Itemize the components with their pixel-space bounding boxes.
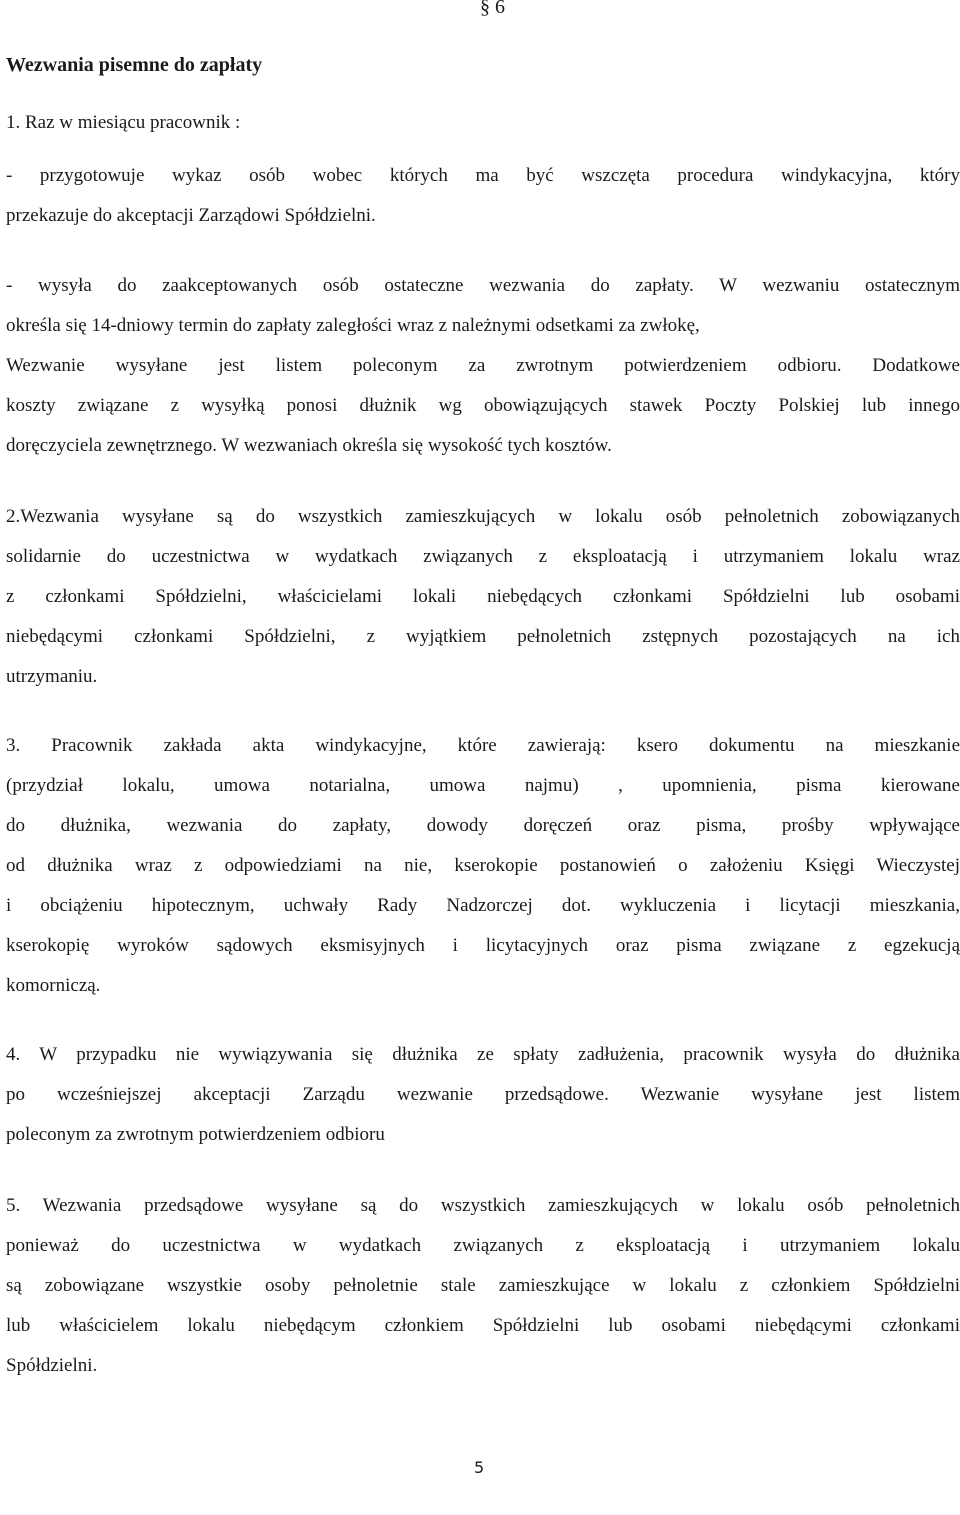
text-line: są zobowiązane wszystkie osoby pełnoletnie stale zamieszkujące w lokalu z członkiem Spółdzielni	[6, 1275, 960, 1296]
item5-paragraph	[6, 1186, 960, 1386]
text-line: (przydział lokalu, umowa notarialna, umowa najmu) , upomnienia, pisma kierowane	[6, 775, 960, 796]
text-line: przekazuje do akceptacji Zarządowi Spółdzielni.	[6, 205, 376, 226]
text-line: ponieważ do uczestnictwa w wydatkach związanych z eksploatacją i utrzymaniem lokalu	[6, 1235, 960, 1256]
text-line: lub właścicielem lokalu niebędącym członkiem Spółdzielni lub osobami niebędącymi członkami	[6, 1315, 960, 1336]
text-line: komorniczą.	[6, 975, 101, 996]
text-line: 5. Wezwania przedsądowe wysyłane są do wszystkich zamieszkujących w lokalu osób pełnoletnich	[6, 1195, 960, 1216]
text-line: od dłużnika wraz z odpowiedziami na nie, kserokopie postanowień o założeniu Księgi Wieczystej	[6, 855, 960, 876]
text-line: - przygotowuje wykaz osób wobec których ma być wszczęta procedura windykacyjna, który	[6, 165, 960, 186]
text-line: solidarnie do uczestnictwa w wydatkach związanych z eksploatacją i utrzymaniem lokalu wraz	[6, 546, 960, 567]
text-line: 4. W przypadku nie wywiązywania się dłużnika ze spłaty zadłużenia, pracownik wysyła do dłużnika	[6, 1044, 960, 1065]
text-line: 2.Wezwania wysyłane są do wszystkich zamieszkujących w lokalu osób pełnoletnich zobowiązanych	[6, 506, 960, 527]
text-line: określa się 14-dniowy termin do zapłaty zaległości wraz z należnymi odsetkami za zwłokę,	[6, 315, 700, 336]
text-line: z członkami Spółdzielni, właścicielami lokali niebędących członkami Spółdzielni lub osobami	[6, 586, 960, 607]
text-line: utrzymaniu.	[6, 666, 98, 687]
text-line: kserokopię wyroków sądowych eksmisyjnych i licytacyjnych oraz pisma związane z egzekucją	[6, 935, 960, 956]
text-line: - wysyła do zaakceptowanych osób ostateczne wezwania do zapłaty. W wezwaniu ostatecznym	[6, 275, 960, 296]
text-line: niebędącymi członkami Spółdzielni, z wyjątkiem pełnoletnich zstępnych pozostających na ich	[6, 626, 960, 647]
text-line: 3. Pracownik zakłada akta windykacyjne, które zawierają: ksero dokumentu na mieszkanie	[6, 735, 960, 756]
text-line: poleconym za zwrotnym potwierdzeniem odbioru	[6, 1124, 385, 1145]
text-line: Spółdzielni.	[6, 1355, 98, 1376]
page-number: 5	[474, 1458, 485, 1477]
item3-paragraph	[6, 726, 960, 1006]
text-line: koszty związane z wysyłką ponosi dłużnik wg obowiązujących stawek Poczty Polskiej lub innego	[6, 395, 960, 416]
item1-heading: 1. Raz w miesiącu pracownik :	[6, 112, 241, 133]
item4-paragraph	[6, 1035, 960, 1155]
item2-paragraph	[6, 497, 960, 697]
text-line: doręczyciela zewnętrznego. W wezwaniach określa się wysokość tych kosztów.	[6, 435, 612, 456]
item1-paragraph-b	[6, 266, 960, 466]
text-line: i obciążeniu hipotecznym, uchwały Rady Nadzorczej dot. wykluczenia i licytacji mieszkania,	[6, 895, 960, 916]
item1-paragraph-a	[6, 156, 960, 236]
document-title: Wezwania pisemne do zapłaty	[6, 54, 263, 76]
text-line: do dłużnika, wezwania do zapłaty, dowody doręczeń oraz pisma, prośby wpływające	[6, 815, 960, 836]
text-line: Wezwanie wysyłane jest listem poleconym za zwrotnym potwierdzeniem odbioru. Dodatkowe	[6, 355, 960, 376]
text-line: po wcześniejszej akceptacji Zarządu wezwanie przedsądowe. Wezwanie wysyłane jest listem	[6, 1084, 960, 1105]
section-number: § 6	[480, 0, 505, 18]
